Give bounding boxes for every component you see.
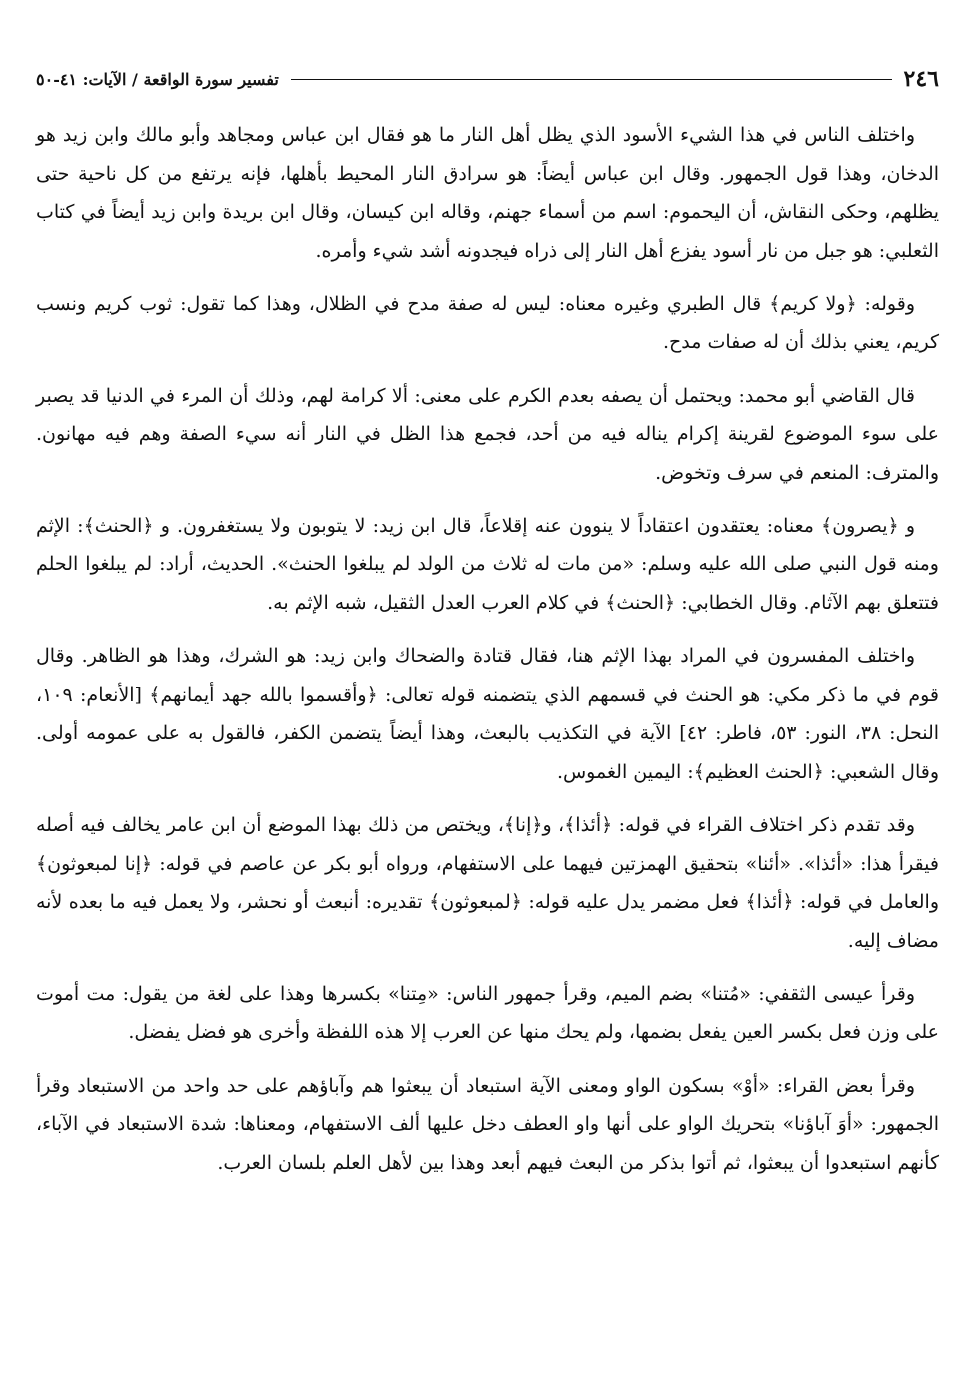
paragraph: قال القاضي أبو محمد: ويحتمل أن يصفه بعدم الكرم على معنى: ألا كرامة لهم، وذلك أن المرء في الدنيا قد يصبر على سوء الموضوع لقرينة إكرام يناله فيه من أحد، فجمع هذا الظل في النار أنه سيء الصفة وهم فيه مهانون. والمترف: المنعم في سرف وتخوض. xyxy=(36,384,939,484)
paragraph: و ﴿يصرون﴾ معناه: يعتقدون اعتقاداً لا ينوون عنه إقلاعاً، قال ابن زيد: لا يتوبون ولا يستغفرون. و ﴿الحنث﴾: الإثم ومنه قول النبي صلى الله عليه وسلم: «من مات له ثلاث من الولد لم يبلغوا الحنث». الحديث، أراد: لم يبلغوا الحلم فتتعلق بهم الآثام. وقال الخطابي: ﴿الحنث﴾ في كلام العرب العدل الثقيل، شبه الإثم به. xyxy=(36,514,939,615)
page-number: ٢٤٦ xyxy=(903,66,939,92)
running-title: تفسير سورة الواقعة / الآيات: ٤١-٥٠ xyxy=(36,69,279,89)
paragraph: وقوله: ﴿ولا كريم﴾ قال الطبري وغيره معناه: ليس له صفة مدح في الظلال، وهذا كما تقول: ثوب كريم ونسب كريم، يعني بذلك أن له صفات مدح. xyxy=(36,292,939,354)
page-header xyxy=(36,62,939,96)
header-rule xyxy=(291,79,892,80)
page-body xyxy=(36,116,939,1197)
paragraph: واختلف الناس في هذا الشيء الأسود الذي يظل أهل النار ما هو فقال ابن عباس ومجاهد وأبو مالك وابن زيد هو الدخان، وهذا قول الجمهور. وقال ابن عباس أيضاً: هو سرادق النار المحيط بأهلها، فإنه يرتفع من كل ناحية حتى يظلهم، وحكى النقاش، أن اليحموم: اسم من أسماء جهنم، وقاله ابن كيسان، وقال ابن بريدة وابن زيد أيضاً في كتاب الثعلبي: هو جبل من نار أسود يفزع أهل النار إلى ذراه فيجدونه أشد شيء وأمره. xyxy=(36,124,939,262)
paragraph: واختلف المفسرون في المراد بهذا الإثم هنا، فقال قتادة والضحاك وابن زيد: هو الشرك، وهذا هو الظاهر. وقال قوم في ما ذكر مكي: هو الحنث في قسمهم الذي يتضمنه قوله تعالى: ﴿وأقسموا بالله جهد أيمانهم﴾ [الأنعام: ١٠٩، النحل: ٣٨، النور: ٥٣، فاطر: ٤٢] الآية في التكذيب بالبعث، وهذا أيضاً يتضمن الكفر، فالقول به على عمومه أولى. وقال الشعبي: ﴿الحنث العظيم﴾: اليمين الغموس. xyxy=(36,645,940,783)
paragraph: وقد تقدم ذكر اختلاف القراء في قوله: ﴿أئذا﴾، و﴿إنا﴾، ويختص من ذلك بهذا الموضع أن ابن عامر يخالف فيه أصله فيقرأ هذا: «أئذا». «أئنا» بتحقيق الهمزتين فيهما على الاستفهام، ورواه أبو بكر عن عاصم في قوله: ﴿إنا لمبعوثون﴾ والعامل في قوله: ﴿أئذا﴾ فعل مضمر يدل عليه قوله: ﴿لمبعوثون﴾ تقديره: أنبعث أو نحشر، ولا يعمل فيه ما بعده لأنه مضاف إليه. xyxy=(36,814,939,952)
paragraph: وقرأ بعض القراء: «أوْ» بسكون الواو ومعنى الآية استبعاد أن يبعثوا هم وآباؤهم على حد واحد من الاستبعاد وقرأ الجمهور: «أوَ آباؤنا» بتحريك الواو على أنها واو العطف دخل عليها ألف الاستفهام، ومعناها: شدة الاستبعاد في الآباء، كأنهم استبعدوا أن يبعثوا، ثم أتوا بذكر من البعث فيهم أبعد وهذا بين لأهل العلم بلسان العرب. xyxy=(36,1074,939,1174)
paragraph: وقرأ عيسى الثقفي: «مُتنا» بضم الميم، وقرأ جمهور الناس: «مِتنا» بكسرها وهذا على لغة من يقول: مت أموت على وزن فعل بكسر العين يفعل بضمها، ولم يحك منها عن العرب إلا هذه اللفظة وأخرى هو فضل يفضل. xyxy=(36,982,939,1044)
